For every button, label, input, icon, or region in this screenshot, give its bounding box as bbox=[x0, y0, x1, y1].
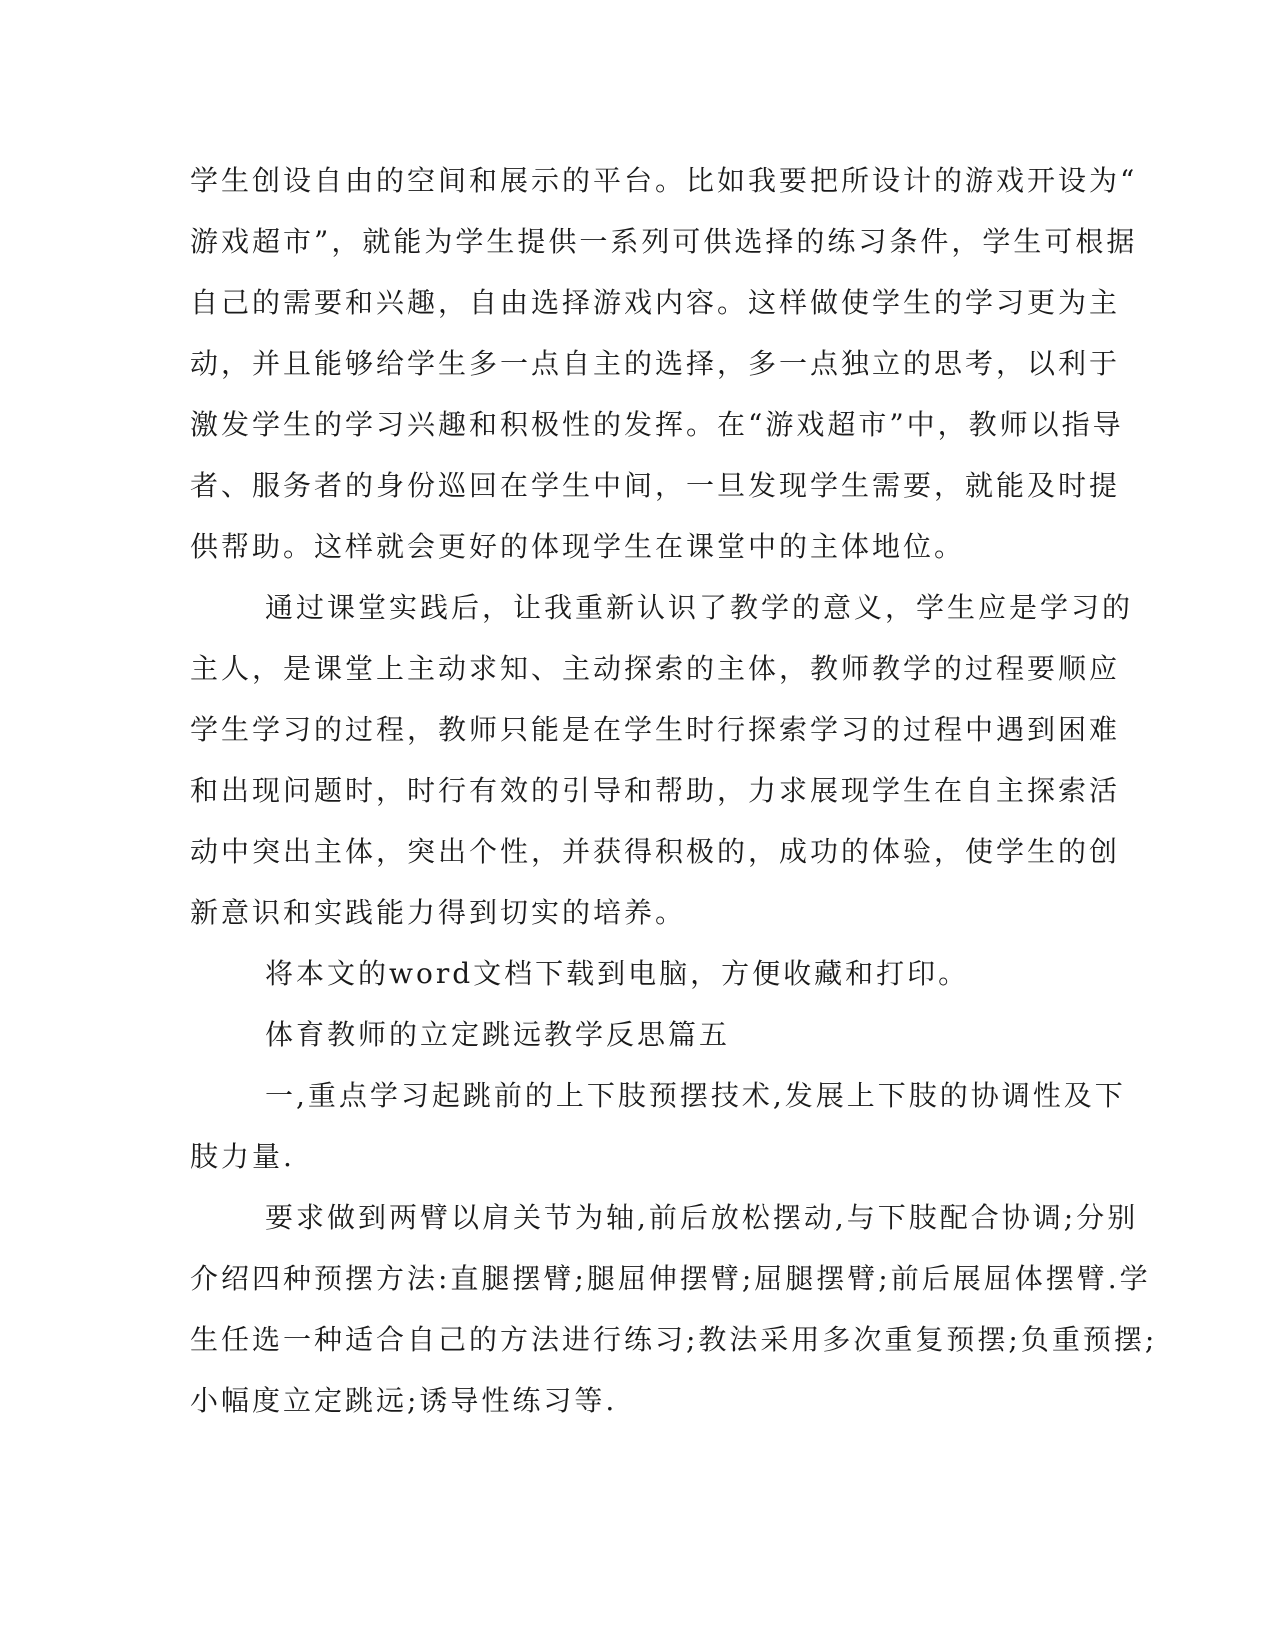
text-line: 介绍四种预摆方法:直腿摆臂;腿屈伸摆臂;屈腿摆臂;前后展屈体摆臂.学 bbox=[190, 1262, 1151, 1295]
text-line: 小幅度立定跳远;诱导性练习等. bbox=[190, 1384, 618, 1417]
text-line: 学生学习的过程，教师只能是在学生时行探索学习的过程中遇到困难 bbox=[190, 713, 1121, 746]
download-note: 将本文的word文档下载到电脑，方便收藏和打印。 bbox=[265, 957, 970, 990]
text-line: 动，并且能够给学生多一点自主的选择，多一点独立的思考，以利于 bbox=[190, 347, 1121, 380]
text-line: 自己的需要和兴趣，自由选择游戏内容。这样做使学生的学习更为主 bbox=[190, 286, 1121, 319]
text-line: 游戏超市”，就能为学生提供一系列可供选择的练习条件，学生可根据 bbox=[190, 225, 1138, 258]
text-line: 主人，是课堂上主动求知、主动探索的主体，教师教学的过程要顺应 bbox=[190, 652, 1121, 685]
paragraph-first-line: 要求做到两臂以肩关节为轴,前后放松摆动,与下肢配合协调;分别 bbox=[265, 1201, 1139, 1234]
text-line: 者、服务者的身份巡回在学生中间，一旦发现学生需要，就能及时提 bbox=[190, 469, 1121, 502]
text-line: 供帮助。这样就会更好的体现学生在课堂中的主体地位。 bbox=[190, 530, 966, 563]
section-heading: 体育教师的立定跳远教学反思篇五 bbox=[265, 1018, 731, 1051]
paragraph-first-line: 通过课堂实践后，让我重新认识了教学的意义，学生应是学习的 bbox=[265, 591, 1134, 624]
text-line: 激发学生的学习兴趣和积极性的发挥。在“游戏超市”中，教师以指导 bbox=[190, 408, 1124, 441]
paragraph-first-line: 一,重点学习起跳前的上下肢预摆技术,发展上下肢的协调性及下 bbox=[265, 1079, 1126, 1112]
text-line: 肢力量. bbox=[190, 1140, 295, 1173]
text-line: 学生创设自由的空间和展示的平台。比如我要把所设计的游戏开设为“ bbox=[190, 164, 1138, 197]
text-line: 和出现问题时，时行有效的引导和帮助，力求展现学生在自主探索活 bbox=[190, 774, 1121, 807]
text-line: 动中突出主体，突出个性，并获得积极的，成功的体验，使学生的创 bbox=[190, 835, 1121, 868]
text-line: 生任选一种适合自己的方法进行练习;教法采用多次重复预摆;负重预摆; bbox=[190, 1323, 1158, 1356]
text-line: 新意识和实践能力得到切实的培养。 bbox=[190, 896, 687, 929]
